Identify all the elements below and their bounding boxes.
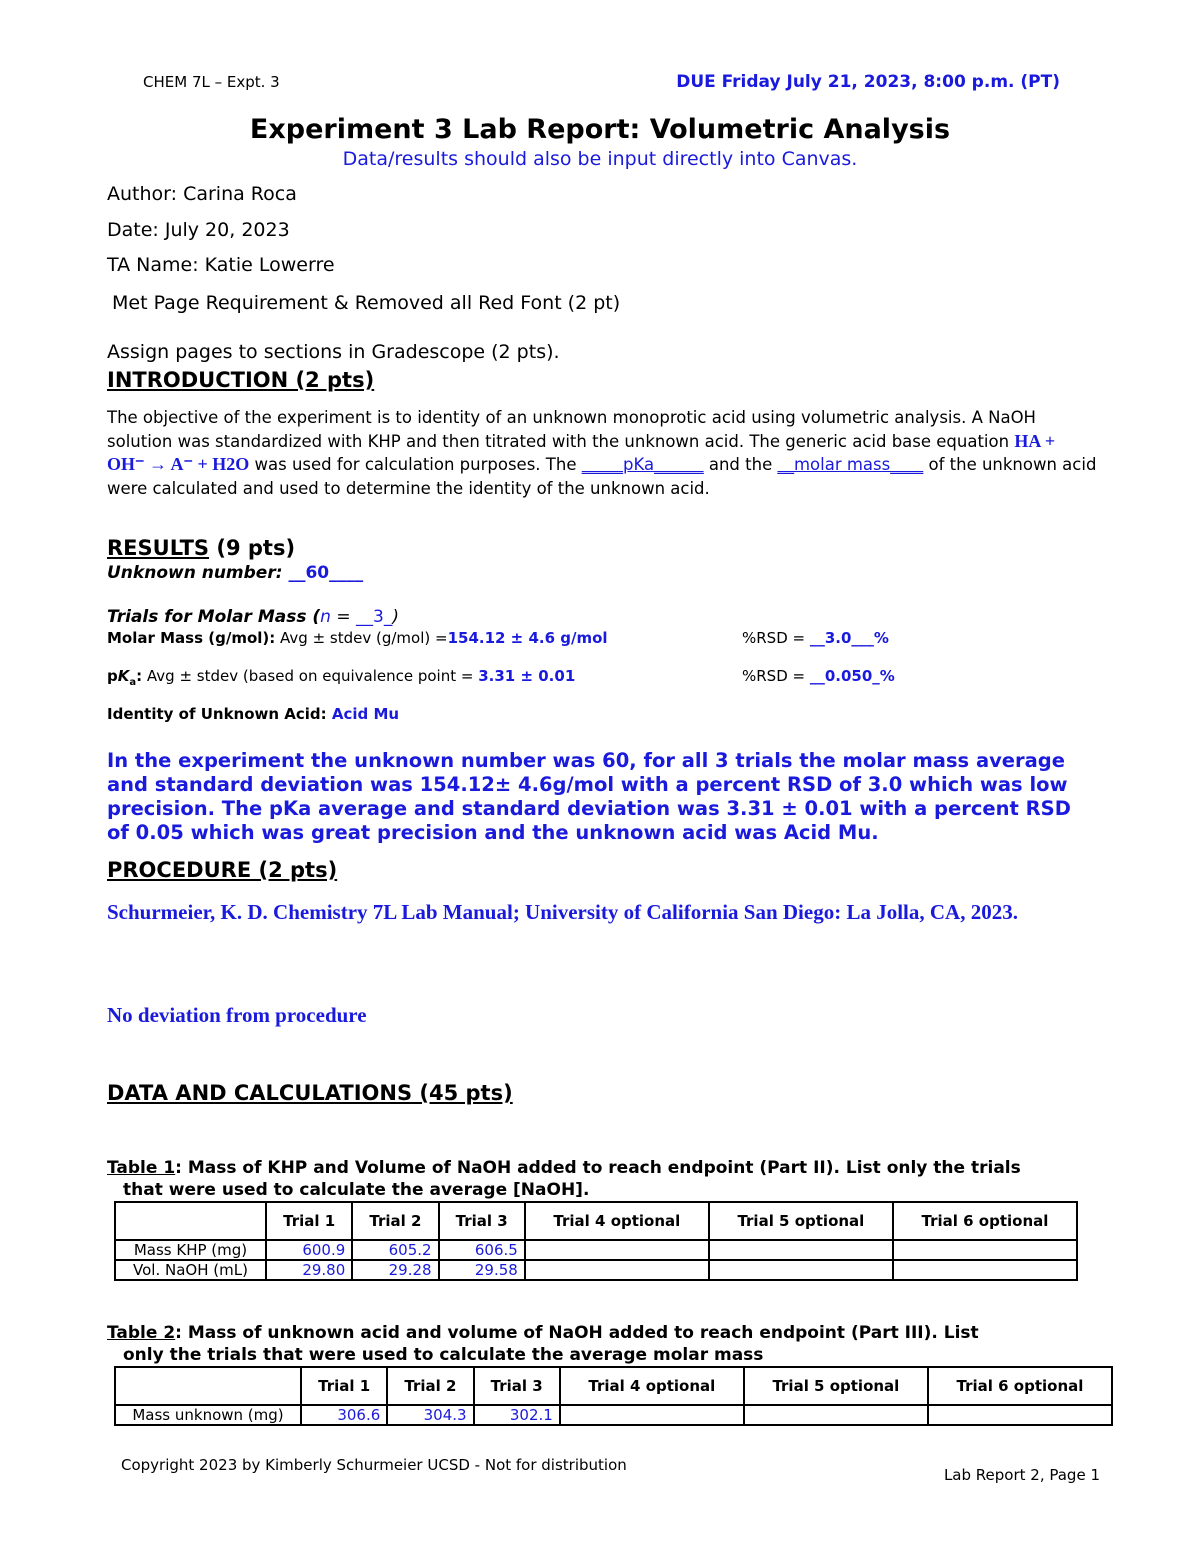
ta-line: TA Name: Katie Lowerre: [107, 254, 335, 276]
page-requirement-line: Met Page Requirement & Removed all Red Font (2 pt): [112, 292, 621, 314]
table-cell: [744, 1405, 928, 1425]
unknown-number-line: Unknown number: __60____: [107, 563, 364, 583]
table-header-cell: [115, 1202, 266, 1240]
course-label: CHEM 7L – Expt. 3: [143, 73, 280, 91]
table-cell: [928, 1405, 1112, 1425]
table1-caption: Table 1: Mass of KHP and Volume of NaOH added to reach endpoint (Part II). List only the trials that were used to calculate the average [NaOH].: [107, 1158, 1021, 1200]
table-cell: 606.5: [439, 1240, 525, 1260]
table2-caption: Table 2: Mass of unknown acid and volume of NaOH added to reach endpoint (Part III). List only the trials that were used to calculate the average molar mass: [107, 1323, 979, 1365]
due-date: DUE Friday July 21, 2023, 8:00 p.m. (PT): [676, 72, 1060, 92]
table-cell: [893, 1260, 1077, 1280]
molar-mass-blank: __molar mass____: [777, 455, 924, 474]
acid-base-equation: HA + OH⁻ → A⁻ + H2O: [107, 430, 1056, 474]
table-cell: [709, 1260, 893, 1280]
table1: [114, 1201, 1078, 1281]
table-header-cell: Trial 6 optional: [928, 1367, 1112, 1405]
pka-blank: _____pKa______: [581, 455, 704, 474]
results-summary: In the experiment the unknown number was 60, for all 3 trials the molar mass average and standard deviation was 154.12± 4.6g/mol with a percent RSD of 3.0 which was low precision. The pKa average and standard deviation was 3.31 ± 0.01 with a percent RSD of 0.05 which was great precision and the unknown acid was Acid Mu.: [107, 749, 1071, 844]
table-cell: [893, 1240, 1077, 1260]
table-header-cell: Trial 1: [266, 1202, 352, 1240]
table-cell: 605.2: [352, 1240, 438, 1260]
table-header-cell: Trial 5 optional: [709, 1202, 893, 1240]
table-cell: 29.28: [352, 1260, 438, 1280]
table-row: [115, 1405, 1112, 1425]
table-header-cell: Trial 2: [387, 1367, 473, 1405]
date-line: Date: July 20, 2023: [107, 219, 290, 241]
procedure-deviation: No deviation from procedure: [107, 1003, 367, 1027]
table-cell: 600.9: [266, 1240, 352, 1260]
table-header-cell: Trial 6 optional: [893, 1202, 1077, 1240]
table-header-cell: Trial 4 optional: [525, 1202, 709, 1240]
table-header-cell: [115, 1367, 301, 1405]
trials-count: __3_: [356, 607, 393, 627]
introduction-heading: INTRODUCTION (2 pts): [107, 368, 375, 392]
pka-line: $pK_a$: Avg ± stdev (based on equivalence point = 3.31 ± 0.01: [107, 667, 576, 688]
pka-rsd: %RSD = __0.050_%: [742, 667, 895, 685]
table-row: [115, 1260, 1077, 1280]
gradescope-line: Assign pages to sections in Gradescope (2 pts).: [107, 341, 560, 363]
identity-line: Identity of Unknown Acid: Acid Mu: [107, 705, 400, 723]
page-subtitle: Data/results should also be input directly into Canvas.: [342, 148, 858, 170]
table-cell: [525, 1260, 709, 1280]
table-cell: 29.58: [439, 1260, 525, 1280]
row-label: Vol. NaOH (mL): [115, 1260, 266, 1280]
table2: [114, 1366, 1113, 1426]
molar-mass-value: 154.12 ± 4.6 g/mol: [447, 629, 608, 647]
procedure-reference: Schurmeier, K. D. Chemistry 7L Lab Manual; University of California San Diego: La Jolla, CA, 2023.: [107, 900, 1018, 924]
table-cell: [709, 1240, 893, 1260]
molar-mass-rsd: %RSD = __3.0___%: [742, 629, 889, 647]
table-cell: 304.3: [387, 1405, 473, 1425]
row-label: Mass unknown (mg): [115, 1405, 301, 1425]
table-header-cell: Trial 2: [352, 1202, 438, 1240]
copyright-footer: Copyright 2023 by Kimberly Schurmeier UCSD - Not for distribution: [121, 1456, 627, 1474]
page-number-footer: Lab Report 2, Page 1: [943, 1466, 1100, 1484]
table-cell: [525, 1240, 709, 1260]
table-header-row: [115, 1202, 1077, 1240]
table-cell: 29.80: [266, 1260, 352, 1280]
table-cell: 302.1: [474, 1405, 560, 1425]
table-header-cell: Trial 1: [301, 1367, 387, 1405]
procedure-heading: PROCEDURE (2 pts): [107, 858, 338, 882]
results-heading: RESULTS (9 pts): [107, 536, 296, 560]
row-label: Mass KHP (mg): [115, 1240, 266, 1260]
data-calculations-heading: DATA AND CALCULATIONS (45 pts): [107, 1081, 513, 1105]
table-header-cell: Trial 5 optional: [744, 1367, 928, 1405]
molar-mass-line: Molar Mass (g/mol): Avg ± stdev (g/mol) =154.12 ± 4.6 g/mol: [107, 629, 608, 647]
introduction-paragraph: The objective of the experiment is to identity of an unknown monoprotic acid using volumetric analysis. A NaOH solution was standardized with KHP and then titrated with the unknown acid. The generic acid base equation HA + OH⁻ → A⁻ + H2O was used for calculation purposes. The _____pKa______ and the __molar mass____ of the unknown acid were calculated and used to determine the identity of the unknown acid.: [107, 408, 1097, 498]
table-header-row: [115, 1367, 1112, 1405]
table-cell: [560, 1405, 744, 1425]
pka-value: 3.31 ± 0.01: [478, 667, 576, 685]
table-header-cell: Trial 3: [439, 1202, 525, 1240]
table-row: [115, 1240, 1077, 1260]
identity-value: Acid Mu: [331, 705, 400, 723]
author-line: Author: Carina Roca: [107, 183, 297, 205]
trials-line: Trials for Molar Mass (n = __3_): [107, 607, 399, 627]
table-cell: 306.6: [301, 1405, 387, 1425]
table-header-cell: Trial 3: [474, 1367, 560, 1405]
page-title: Experiment 3 Lab Report: Volumetric Analysis: [249, 114, 951, 145]
pka-label: $K_a$:: [117, 667, 143, 688]
table-header-cell: Trial 4 optional: [560, 1367, 744, 1405]
unknown-number-value: __60____: [288, 563, 364, 583]
